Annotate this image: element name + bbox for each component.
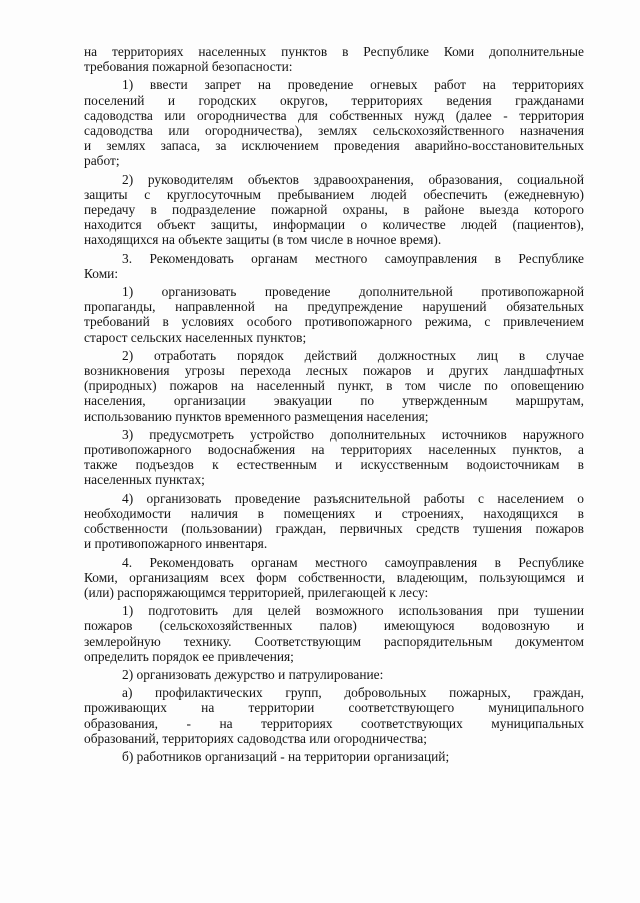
text-line: передачу в подразделение пожарной охраны, в районе выезда которого <box>84 202 584 218</box>
para-2-1 <box>84 77 584 168</box>
text-line: 4) организовать проведение разъяснительной работы с населением о <box>122 490 584 506</box>
text-line: на территориях населенных пунктов в Республике Коми дополнительные <box>84 44 584 59</box>
para-4-1 <box>84 603 584 664</box>
text-line: населенных пунктах; <box>84 472 205 488</box>
text-line: пожаров (сельскохозяйственных палов) имеющуюся водовозную и <box>84 618 584 634</box>
text-line: и противопожарного инвентаря. <box>84 536 268 552</box>
text-line: 1) организовать проведение дополнительной противопожарной <box>122 284 584 300</box>
text-line: противопожарного водоснабжения на территориях населенных пунктов, а <box>84 442 584 458</box>
text-line: определить порядок ее привлечения; <box>84 648 294 664</box>
para-3-3 <box>84 427 584 488</box>
text-line: требований в условиях особого противопожарного режима, с привлечением <box>84 314 584 330</box>
text-line: 2) руководителям объектов здравоохранения, образования, социальной <box>122 171 584 187</box>
para-4-2-b <box>84 749 584 764</box>
text-line: (или) распоряжающимся территорией, прилегающей к лесу: <box>84 584 429 600</box>
para-4-2-a <box>84 685 584 746</box>
text-line: а) профилактических групп, добровольных пожарных, граждан, <box>122 685 584 701</box>
para-3 <box>84 251 584 281</box>
text-line: садоводства или огородничества для собственных нужд (далее - территория <box>84 107 584 123</box>
text-line: собственности (пользовании) граждан, первичных средств тушения пожаров <box>84 521 584 537</box>
para-3-2 <box>84 348 584 424</box>
text-line: находящихся на объекте защиты (в том числе в ночное время). <box>84 232 442 248</box>
para-2-2 <box>84 172 584 248</box>
text-line: образований, территориях садоводства или огородничества; <box>84 730 427 746</box>
text-line: населения, организации эвакуации по утвержденным маршрутам, <box>84 393 584 409</box>
text-line: находится объект защиты, информации о количестве людей (пациентов), <box>84 217 584 233</box>
text-line: пропаганды, направленной на предупреждение нарушений обязательных <box>84 299 584 315</box>
text-line: 1) подготовить для целей возможного использования при тушении <box>122 603 584 619</box>
text-line: 2) организовать дежурство и патрулирование: <box>122 666 384 682</box>
text-line: Коми, организациям всех форм собственности, владеющим, пользующимся и <box>84 569 584 585</box>
para-4-2 <box>84 667 584 682</box>
text-line: 3. Рекомендовать органам местного самоуправления в Республике <box>122 250 584 266</box>
text-line: и землях запаса, за исключением проведения аварийно-восстановительных <box>84 138 584 154</box>
text-line: образования, - на территориях соответствующих муниципальных <box>84 715 584 731</box>
text-line: Коми: <box>84 265 119 281</box>
para-4 <box>84 555 584 601</box>
text-line: работ; <box>84 153 120 169</box>
text-line: использованию пунктов временного размещения населения; <box>84 408 429 424</box>
text-line: проживающих на территории соответствующего муниципального <box>84 700 584 716</box>
text-line: 4. Рекомендовать органам местного самоуправления в Республике <box>122 554 584 570</box>
text-line: садоводства или огородничества), землях сельскохозяйственного назначения <box>84 123 584 139</box>
text-line: (природных) пожаров на населенный пункт, в том числе по оповещению <box>84 378 584 394</box>
para-3-4 <box>84 491 584 552</box>
text-line: также подъездов к естественным и искусственным водоисточникам в <box>84 457 584 473</box>
text-line: 3) предусмотреть устройство дополнительных источников наружного <box>122 426 584 442</box>
text-line: защиты с круглосуточным пребыванием людей обеспечить (ежедневную) <box>84 186 584 202</box>
document-body <box>84 44 584 767</box>
text-line: землеройную технику. Соответствующим распорядительным документом <box>84 633 584 649</box>
text-line: необходимости наличия в помещениях и строениях, находящихся в <box>84 505 584 521</box>
text-line: требования пожарной безопасности: <box>84 59 293 75</box>
para-intro <box>84 44 584 74</box>
text-line: возникновения угрозы перехода лесных пожаров и других ландшафтных <box>84 363 584 379</box>
text-line: б) работников организаций - на территории организаций; <box>122 748 450 764</box>
text-line: поселений и городских округов, территориях ведения гражданами <box>84 92 584 108</box>
text-line: старост сельских населенных пунктов; <box>84 329 307 345</box>
para-3-1 <box>84 284 584 345</box>
text-line: 2) отработать порядок действий должностных лиц в случае <box>122 347 584 363</box>
text-line: 1) ввести запрет на проведение огневых работ на территориях <box>122 77 584 93</box>
